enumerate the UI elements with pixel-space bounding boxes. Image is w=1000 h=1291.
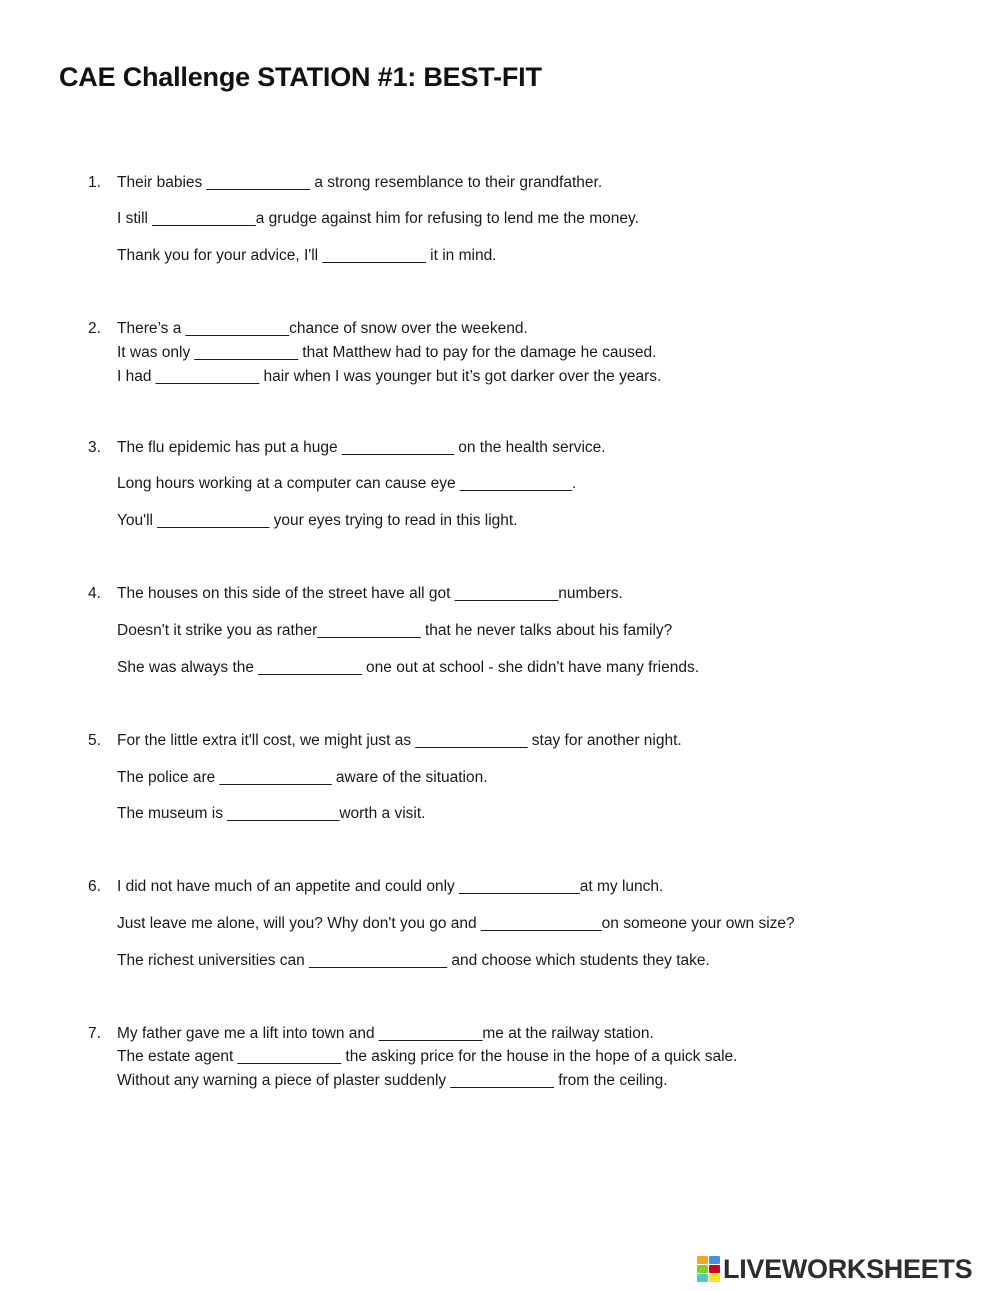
logo-block bbox=[697, 1265, 708, 1273]
question-line: My father gave me a lift into town and ____________me at the railway station. bbox=[117, 1025, 654, 1042]
question-line: It was only ____________ that Matthew had to pay for the damage he caused. bbox=[117, 344, 657, 361]
question-line: The flu epidemic has put a huge _____________ on the health service. bbox=[117, 439, 606, 456]
logo-block bbox=[697, 1256, 708, 1264]
page-title: CAE Challenge STATION #1: BEST-FIT bbox=[59, 62, 542, 92]
question-line: Thank you for your advice, I'll ____________ it in mind. bbox=[117, 247, 497, 264]
question-line: The houses on this side of the street have all got ____________numbers. bbox=[117, 585, 623, 602]
question-line: Their babies ____________ a strong resemblance to their grandfather. bbox=[117, 174, 603, 191]
question-line: I did not have much of an appetite and could only ______________at my lunch. bbox=[117, 878, 664, 895]
question-number: 6. bbox=[88, 878, 101, 895]
logo-block bbox=[697, 1274, 708, 1282]
question-line: Just leave me alone, will you? Why don't you go and ______________on someone your own size? bbox=[117, 915, 795, 932]
question-number: 2. bbox=[88, 320, 101, 337]
question-line: There’s a ____________chance of snow over the weekend. bbox=[117, 320, 528, 337]
question-number: 1. bbox=[88, 174, 101, 191]
liveworksheets-logo-icon bbox=[697, 1256, 720, 1282]
question-line: The police are _____________ aware of the situation. bbox=[117, 769, 488, 786]
question-number: 4. bbox=[88, 585, 101, 602]
brand-name: LIVEWORKSHEETS bbox=[723, 1253, 973, 1284]
question-line: Doesn't it strike you as rather____________ that he never talks about his family? bbox=[117, 622, 673, 639]
question-line: The richest universities can ________________ and choose which students they take. bbox=[117, 952, 710, 969]
question-line: You'll _____________ your eyes trying to read in this light. bbox=[117, 512, 518, 529]
logo-block bbox=[709, 1256, 720, 1264]
question-line: Without any warning a piece of plaster suddenly ____________ from the ceiling. bbox=[117, 1072, 668, 1089]
question-number: 5. bbox=[88, 732, 101, 749]
question-line: For the little extra it'll cost, we might just as _____________ stay for another night. bbox=[117, 732, 682, 749]
question-line: I still ____________a grudge against him for refusing to lend me the money. bbox=[117, 210, 639, 227]
question-line: She was always the ____________ one out at school - she didn't have many friends. bbox=[117, 659, 700, 676]
logo-block bbox=[709, 1265, 720, 1273]
liveworksheets-brand bbox=[697, 1254, 972, 1284]
question-line: The museum is _____________worth a visit. bbox=[117, 805, 426, 822]
question-number: 3. bbox=[88, 439, 101, 456]
question-line: Long hours working at a computer can cause eye _____________. bbox=[117, 475, 577, 492]
question-line: I had ____________ hair when I was younger but it’s got darker over the years. bbox=[117, 368, 662, 385]
question-number: 7. bbox=[88, 1025, 101, 1042]
logo-block bbox=[709, 1274, 720, 1282]
question-line: The estate agent ____________ the asking price for the house in the hope of a quick sale. bbox=[117, 1048, 738, 1065]
